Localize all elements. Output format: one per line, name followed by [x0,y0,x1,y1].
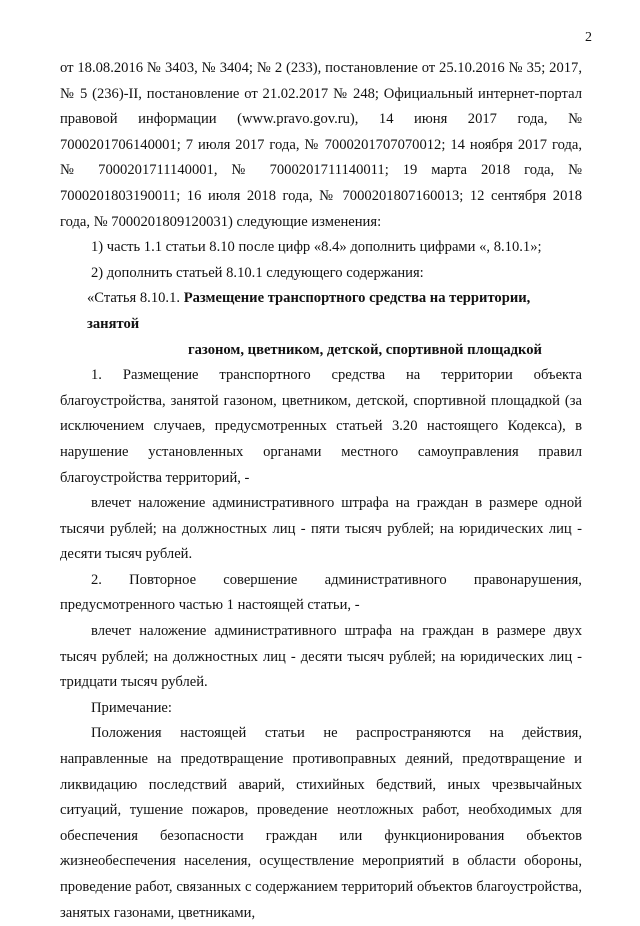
part-2-first-line [60,568,582,594]
part-1-penalty: влечет наложение административного штрафа на граждан в размере одной тысячи рублей; на должностных лиц - пяти тысяч рублей; на юридических лиц - десяти тысяч рублей. [60,495,582,563]
list-item-2: 2) дополнить статьей 8.10.1 следующего содержания: [91,264,424,281]
list-item-1: 1) часть 1.1 статьи 8.10 после цифр «8.4» дополнить цифрами «, 8.10.1»; [91,239,542,256]
part-2-penalty: влечет наложение административного штрафа на граждан в размере двух тысяч рублей; на должностных лиц - десяти тысяч рублей; на юридических лиц - тридцати тысяч рублей. [60,623,582,691]
document-body [60,56,582,926]
part-1-text: 1. Размещение транспортного средства на территории объекта благоустройства, занятой газоном, цветником, детской, спортивной площадкой (за исключением случаев, предусмотренных статьей 3.20 настоящего Кодекса), в нарушение установленных органами местного самоуправления правил благоустройства территорий, - [60,367,582,486]
part-2-word: административного [324,571,447,588]
article-heading-title-line1: Размещение транспортного средства на территории, занятой [87,290,531,332]
note-label: Примечание: [91,699,172,716]
part-2-word: правонарушения, [473,571,582,588]
part-2-word: совершение [223,571,298,588]
part-2-word: Повторное [129,571,197,588]
part-2-continuation: предусмотренного частью 1 настоящей статьи, - [60,597,360,614]
paragraph-amendment-sources: от 18.08.2016 № 3403, № 3404; № 2 (233), постановление от 25.10.2016 № 35; 2017, № 5 (236)-II, постановление от 21.02.2017 № 248; Официальный интернет-портал правовой информации (www.pravo.gov.ru), 14 июня 2017 года, № 7000201706140001; 7 июля 2017 года, № 7000201707070012; 14 ноября 2017 года, № 7000201711140001, № 7000201711140011; 19 марта 2018 года, № 7000201803190011; 16 июля 2018 года, № 7000201807160013; 12 сентября 2018 года, № 7000201809120031) следующие изменения: [60,60,582,230]
article-heading-title-line2: газоном, цветником, детской, спортивной площадкой [188,341,542,358]
note-text: Положения настоящей статьи не распространяются на действия, направленные на предотвращение противоправных деяний, предотвращение и ликвидацию последствий аварий, стихийных бедствий, иных чрезвычайных ситуаций, тушение пожаров, проведение неотложных работ, необходимых для обеспечения безопасности граждан или функционирования объектов жизнеобеспечения населения, осуществление мероприятий в области обороны, проведение работ, связанных с содержанием территорий объектов благоустройства, занятых газонами, цветниками, [60,725,582,921]
part-2-word: 2. [91,571,102,588]
page-number: 2 [585,30,592,45]
article-heading [60,286,582,363]
article-heading-prefix: «Статья 8.10.1. [87,290,181,307]
